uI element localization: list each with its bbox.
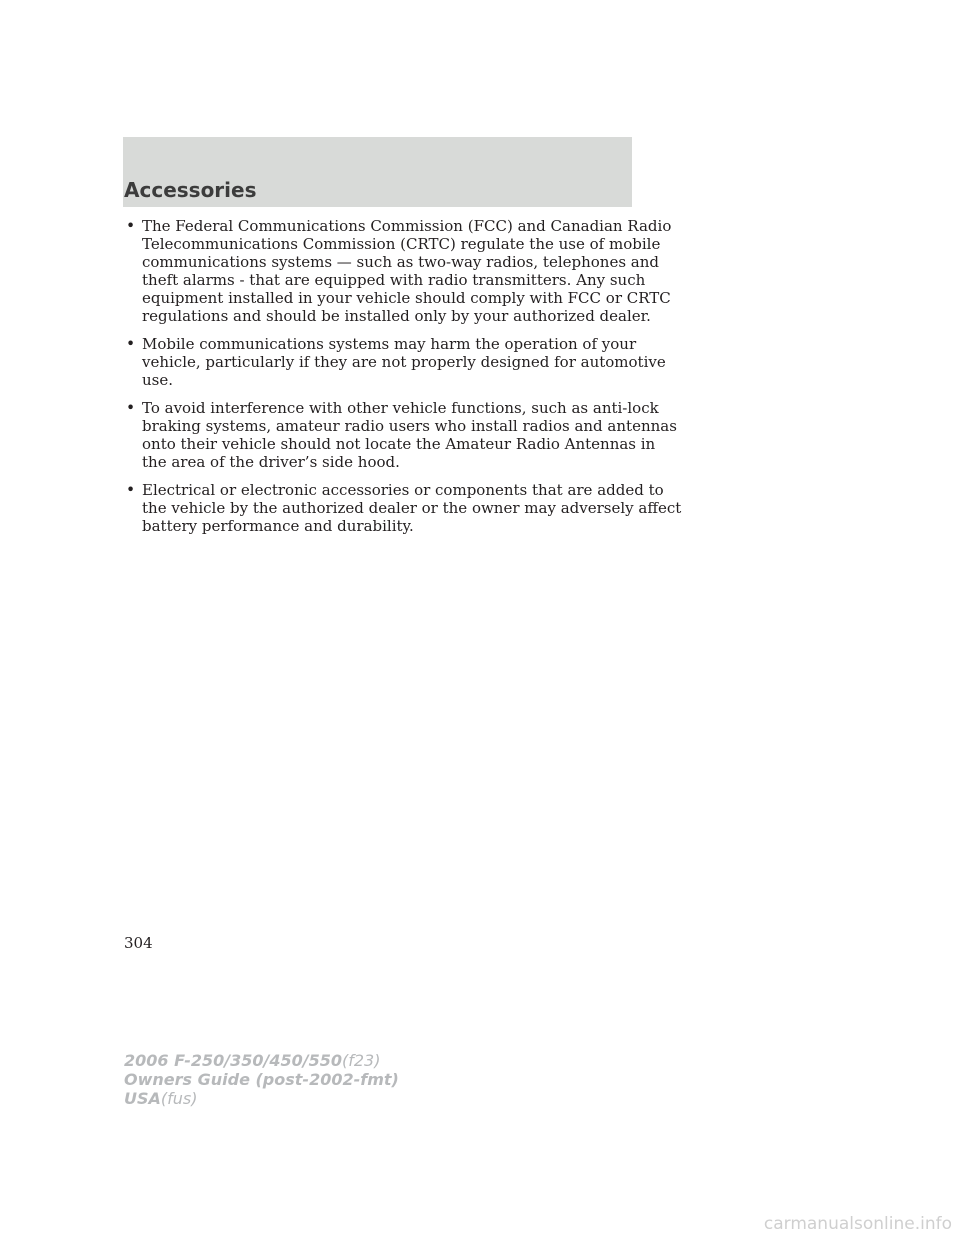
footer-model-line — [124, 1051, 399, 1070]
body-text-line: Mobile communications systems may harm the operation of your — [142, 335, 637, 353]
bullet-list — [124, 217, 682, 545]
body-text-line: the vehicle by the authorized dealer or the owner may adversely affect — [142, 499, 682, 517]
footer-market: USA — [124, 1089, 161, 1108]
body-text-line: The Federal Communications Commission (FCC) and Canadian Radio — [142, 217, 672, 235]
document-footer — [124, 1051, 399, 1108]
body-text-line: onto their vehicle should not locate the Amateur Radio Antennas in — [142, 435, 656, 453]
body-text-line: braking systems, amateur radio users who install radios and antennas — [142, 417, 677, 435]
body-text-line: the area of the driver’s side hood. — [142, 453, 400, 471]
body-text-line: communications systems — such as two-way radios, telephones and — [142, 253, 660, 271]
body-text-line: Electrical or electronic accessories or components that are added to — [142, 481, 664, 499]
bullet-glyph: • — [126, 335, 136, 353]
body-text-line: vehicle, particularly if they are not properly designed for automotive — [142, 353, 666, 371]
footer-guide-title: Owners Guide (post-2002-fmt) — [124, 1070, 399, 1089]
body-text-line: theft alarms - that are equipped with radio transmitters. Any such — [142, 271, 646, 289]
page-number: 304 — [124, 934, 153, 952]
bullet-item-electrical-accessories — [124, 481, 682, 535]
footer-model: 2006 F-250/350/450/550 — [124, 1051, 342, 1070]
footer-model-code: (f23) — [342, 1051, 381, 1070]
section-title: Accessories — [124, 178, 257, 202]
body-text-line: regulations and should be installed only by your authorized dealer. — [142, 307, 651, 325]
bullet-glyph: • — [126, 399, 136, 417]
bullet-glyph: • — [126, 217, 136, 235]
footer-guide-line — [124, 1070, 399, 1089]
footer-market-line — [124, 1089, 399, 1108]
watermark: carmanualsonline.info — [763, 1214, 952, 1234]
body-text-line: battery performance and durability. — [142, 517, 414, 535]
bullet-item-fcc-crtc — [124, 217, 672, 325]
bullet-item-interference — [124, 399, 677, 471]
bullet-glyph: • — [126, 481, 136, 499]
footer-market-code: (fus) — [160, 1089, 198, 1108]
bullet-item-mobile-systems — [124, 335, 666, 389]
body-text-line: use. — [142, 371, 174, 389]
body-text-line: equipment installed in your vehicle should comply with FCC or CRTC — [142, 289, 671, 307]
body-text-line: To avoid interference with other vehicle functions, such as anti-lock — [142, 399, 659, 417]
body-text-line: Telecommunications Commission (CRTC) regulate the use of mobile — [142, 235, 661, 253]
